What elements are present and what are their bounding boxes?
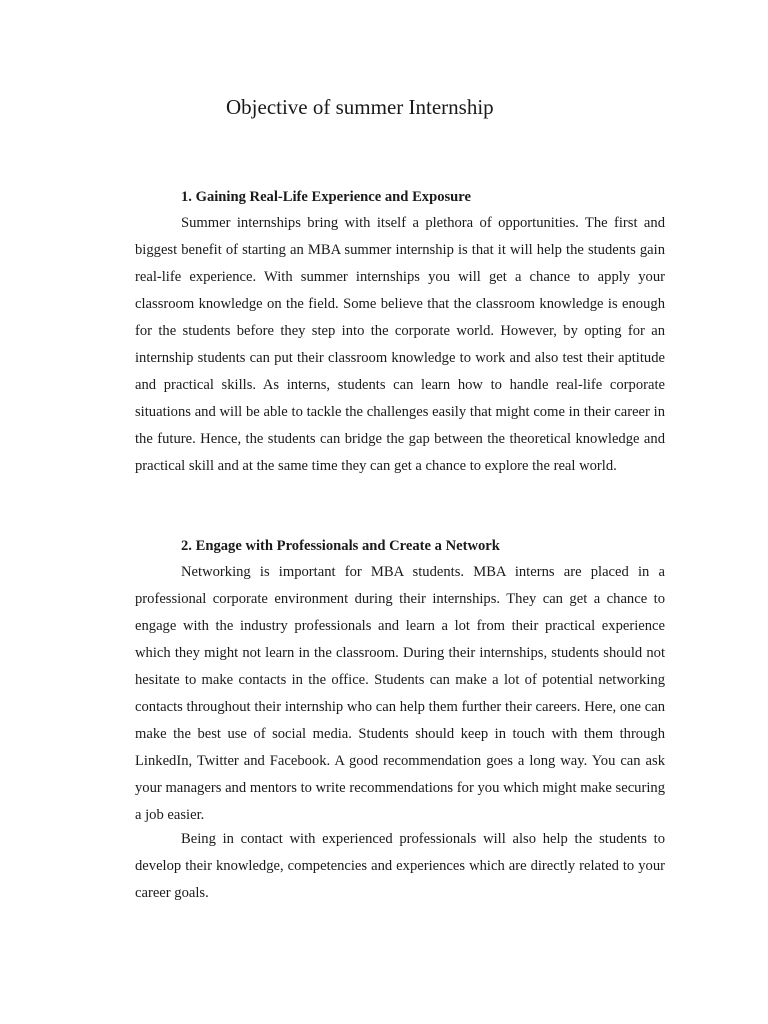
section-heading-networking: 2. Engage with Professionals and Create a Network bbox=[181, 538, 500, 554]
section-heading-gaining-experience: 1. Gaining Real-Life Experience and Exposure bbox=[181, 189, 471, 205]
paragraph-professional-contact: Being in contact with experienced professionals will also help the students to develop their knowledge, competencies and experiences which are directly related to your career goals. bbox=[135, 831, 665, 901]
document-title: Objective of summer Internship bbox=[226, 95, 494, 119]
paragraph-networking: Networking is important for MBA students. MBA interns are placed in a professional corporate environment during their internships. They can get a chance to engage with the industry professionals and learn a lot from their practical experience which they might not learn in the classroom. During their internships, students should not hesitate to make contacts in the office. Students can make a lot of potential networking contacts throughout their internship who can help them further their careers. Here, one can make the best use of social media. Students should keep in touch with them through LinkedIn, Twitter and Facebook. A good recommendation goes a long way. You can ask your managers and mentors to write recommendations for you which might make securing a job easier. bbox=[135, 564, 665, 823]
paragraph-gaining-experience: Summer internships bring with itself a plethora of opportunities. The first and biggest benefit of starting an MBA summer internship is that it will help the students gain real-life experience. With summer internships you will get a chance to apply your classroom knowledge on the field. Some believe that the classroom knowledge is enough for the students before they step into the corporate world. However, by opting for an internship students can put their classroom knowledge to work and also test their aptitude and practical skills. As interns, students can learn how to handle real-life corporate situations and will be able to tackle the challenges easily that might come in their career in the future. Hence, the students can bridge the gap between the theoretical knowledge and practical skill and at the same time they can get a chance to explore the real world. bbox=[135, 215, 665, 474]
